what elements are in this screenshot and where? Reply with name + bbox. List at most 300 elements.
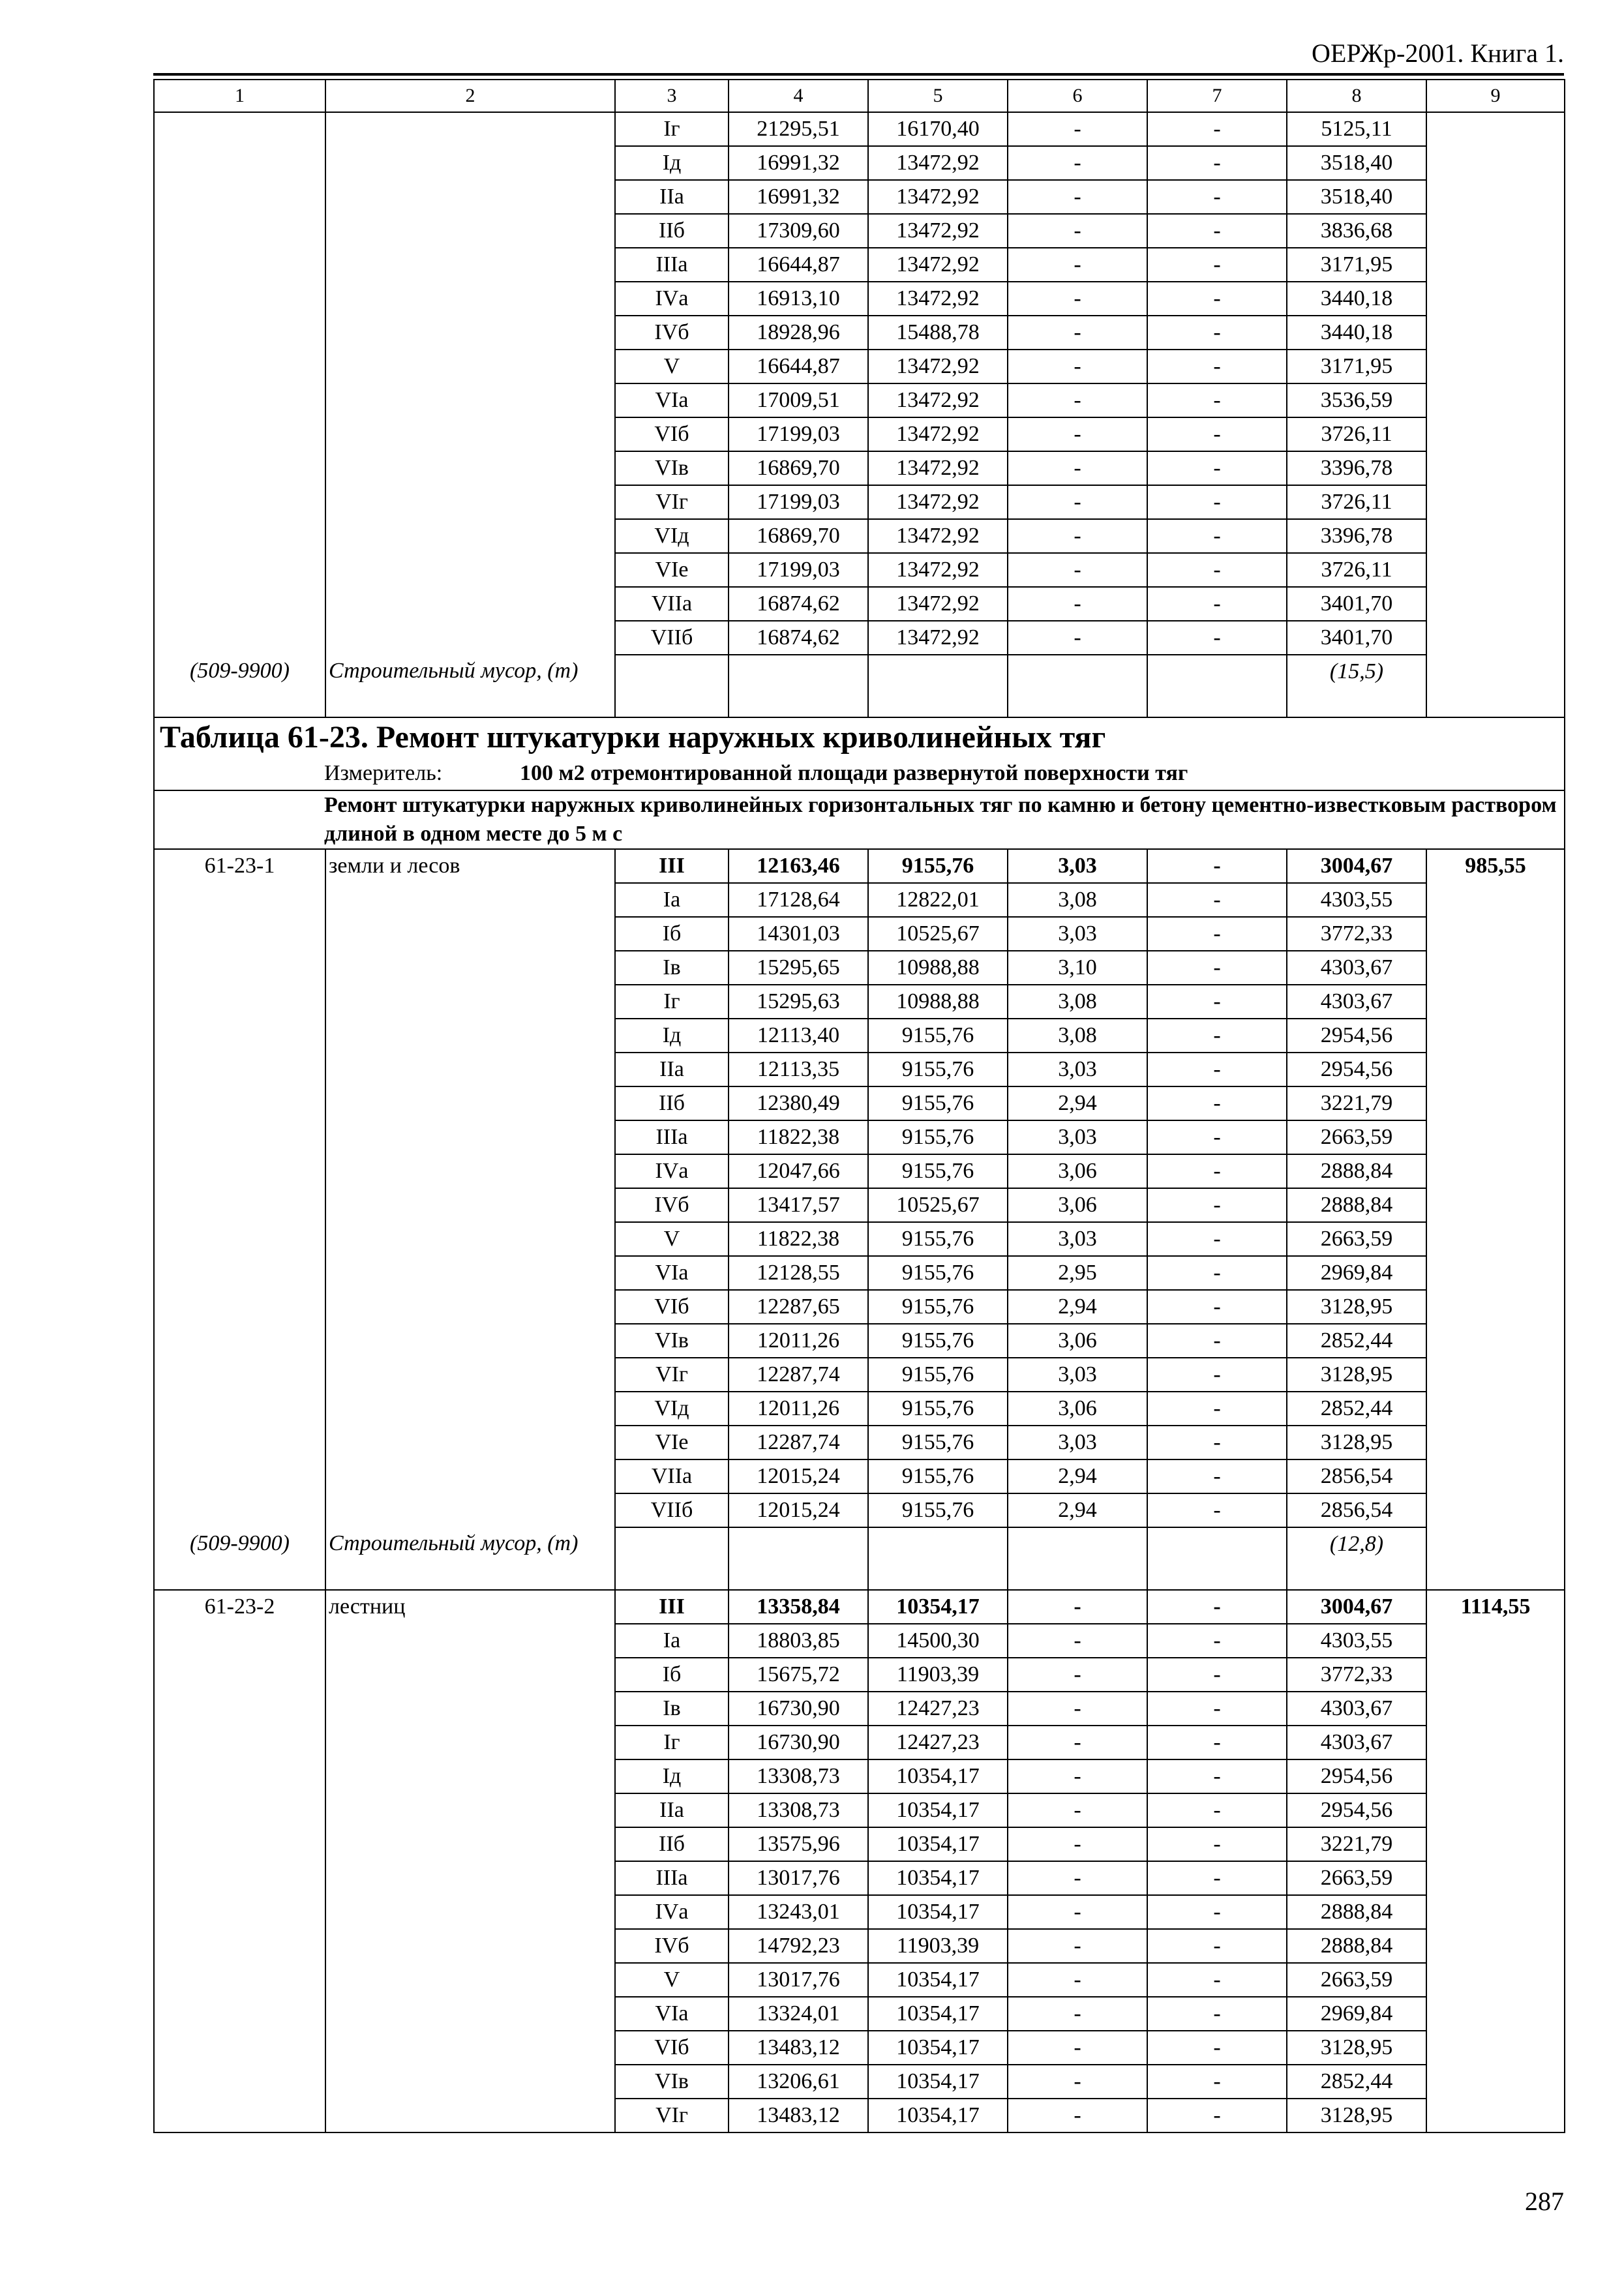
total-cost-cell: 13483,12 [729,2099,868,2132]
zone-cell: IVб [615,1929,729,1963]
table-row [154,1392,1565,1426]
total-cost-cell: 16874,62 [729,621,868,655]
materials-cell: 4303,67 [1287,951,1426,985]
table-row [154,248,1565,282]
zone-cell: Iд [615,146,729,180]
materials-cell: 2888,84 [1287,1929,1426,1963]
machine-cell: - [1008,1759,1147,1793]
table-row [154,2031,1565,2065]
machine-cell: 3,08 [1008,1019,1147,1053]
machine-wages-cell: - [1147,316,1287,350]
total-cost-cell: 13358,84 [729,1590,868,1624]
norm-code [154,519,325,553]
zone-cell: VIв [615,1324,729,1358]
zone-cell: IIб [615,214,729,248]
table-row [154,553,1565,587]
zone-cell: IVа [615,1154,729,1188]
total-cost-cell: 15675,72 [729,1658,868,1692]
machine-cell: 2,94 [1008,1086,1147,1120]
total-cost-cell: 18803,85 [729,1624,868,1658]
total-cost-cell: 16869,70 [729,451,868,485]
zone-cell: IIIа [615,1120,729,1154]
machine-wages-cell: - [1147,1963,1287,1997]
wages-cell: 15488,78 [868,316,1008,350]
wages-cell: 9155,76 [868,1256,1008,1290]
total-cost-cell: 17199,03 [729,553,868,587]
materials-cell: 2852,44 [1287,1392,1426,1426]
table-row [154,2099,1565,2132]
labor-cost [1426,1392,1565,1426]
labor-cost [1426,417,1565,451]
machine-wages-cell: - [1147,1624,1287,1658]
work-name [325,1188,615,1222]
labor-cost [1426,1358,1565,1392]
materials-cell: 4303,67 [1287,1726,1426,1759]
machine-cell: 3,06 [1008,1188,1147,1222]
materials-cell: 3396,78 [1287,519,1426,553]
materials-cell: 4303,55 [1287,883,1426,917]
machine-cell: 3,03 [1008,1120,1147,1154]
zone-cell: IVб [615,316,729,350]
machine-cell: - [1008,112,1147,146]
table-row [154,1493,1565,1527]
materials-cell: 4303,67 [1287,1692,1426,1726]
machine-cell: - [1008,485,1147,519]
labor-cost [1426,112,1565,146]
work-name [325,553,615,587]
materials-cell: 3401,70 [1287,587,1426,621]
machine-cell: - [1008,1590,1147,1624]
machine-wages-cell: - [1147,985,1287,1019]
measure-row [154,757,1565,790]
labor-cost [1426,1154,1565,1188]
labor-cost [1426,1493,1565,1527]
materials-cell: 3221,79 [1287,1827,1426,1861]
norm-code [154,1358,325,1392]
machine-wages-cell: - [1147,282,1287,316]
total-cost-cell: 16913,10 [729,282,868,316]
labor-cost [1426,1895,1565,1929]
debris-row [154,655,1565,717]
work-name [325,1392,615,1426]
wages-cell: 10354,17 [868,2065,1008,2099]
labor-cost [1426,1019,1565,1053]
zone-cell: VIа [615,1256,729,1290]
wages-cell: 10525,67 [868,917,1008,951]
header-rule [153,73,1564,76]
zone-cell: VIг [615,485,729,519]
empty-cell [1147,1527,1287,1590]
zone-cell: IVа [615,1895,729,1929]
zone-cell: VIд [615,519,729,553]
work-name [325,1929,615,1963]
materials-cell: 2888,84 [1287,1154,1426,1188]
work-name [325,112,615,146]
work-name [325,621,615,655]
machine-cell: - [1008,1726,1147,1759]
machine-cell: - [1008,417,1147,451]
table-row [154,1459,1565,1493]
wages-cell: 14500,30 [868,1624,1008,1658]
zone-cell: VIIа [615,587,729,621]
labor-cost [1426,214,1565,248]
machine-wages-cell: - [1147,1895,1287,1929]
empty-cell [1147,655,1287,717]
zone-cell: Iв [615,951,729,985]
zone-cell: Iд [615,1759,729,1793]
machine-wages-cell: - [1147,180,1287,214]
norm-code [154,1188,325,1222]
work-name [325,1324,615,1358]
materials-cell: 3171,95 [1287,248,1426,282]
table-row [154,214,1565,248]
debris-name: Строительный мусор, (т) [325,655,615,717]
total-cost-cell: 16730,90 [729,1726,868,1759]
labor-cost [1426,350,1565,383]
machine-wages-cell: - [1147,1222,1287,1256]
materials-cell: 3536,59 [1287,383,1426,417]
materials-cell: 2663,59 [1287,1861,1426,1895]
norm-code [154,451,325,485]
machine-wages-cell: - [1147,1154,1287,1188]
empty-cell [1426,1527,1565,1590]
table-row [154,621,1565,655]
machine-wages-cell: - [1147,1929,1287,1963]
wages-cell: 10988,88 [868,951,1008,985]
labor-cost [1426,1222,1565,1256]
norm-code [154,1392,325,1426]
debris-row [154,1527,1565,1590]
total-cost-cell: 17309,60 [729,214,868,248]
work-name [325,1120,615,1154]
materials-cell: 3396,78 [1287,451,1426,485]
machine-wages-cell: - [1147,849,1287,883]
work-name [325,1793,615,1827]
wages-cell: 16170,40 [868,112,1008,146]
norm-code [154,1658,325,1692]
table-row [154,316,1565,350]
table-row [154,1658,1565,1692]
materials-cell: 3128,95 [1287,1290,1426,1324]
column-number: 9 [1426,80,1565,112]
norm-code [154,1493,325,1527]
labor-cost [1426,1726,1565,1759]
machine-cell: - [1008,282,1147,316]
labor-cost [1426,1827,1565,1861]
table-row [154,1358,1565,1392]
norm-code [154,146,325,180]
total-cost-cell: 12015,24 [729,1459,868,1493]
machine-cell: 3,03 [1008,1358,1147,1392]
table-row [154,417,1565,451]
machine-wages-cell: - [1147,350,1287,383]
work-name [325,1493,615,1527]
machine-cell: - [1008,587,1147,621]
materials-cell: 2954,56 [1287,1053,1426,1086]
machine-wages-cell: - [1147,1053,1287,1086]
machine-cell: 3,10 [1008,951,1147,985]
labor-cost [1426,1658,1565,1692]
machine-cell: 2,94 [1008,1290,1147,1324]
wages-cell: 10354,17 [868,1963,1008,1997]
table-row [154,1827,1565,1861]
machine-wages-cell: - [1147,1426,1287,1459]
norm-code [154,1459,325,1493]
materials-cell: 3726,11 [1287,485,1426,519]
wages-cell: 10354,17 [868,1590,1008,1624]
machine-cell: - [1008,383,1147,417]
total-cost-cell: 12163,46 [729,849,868,883]
norm-code [154,1963,325,1997]
table-row [154,1590,1565,1624]
work-name [325,883,615,917]
total-cost-cell: 12380,49 [729,1086,868,1120]
debris-name: Строительный мусор, (т) [325,1527,615,1590]
wages-cell: 13472,92 [868,621,1008,655]
wages-cell: 13472,92 [868,519,1008,553]
debris-value: (12,8) [1287,1527,1426,1590]
zone-cell: IIб [615,1086,729,1120]
table-row [154,1019,1565,1053]
labor-cost [1426,621,1565,655]
table-row [154,1222,1565,1256]
materials-cell: 2663,59 [1287,1120,1426,1154]
norm-code [154,1324,325,1358]
table-row [154,587,1565,621]
materials-cell: 3004,67 [1287,1590,1426,1624]
wages-cell: 10354,17 [868,1997,1008,2031]
empty-cell [1008,1527,1147,1590]
labor-cost [1426,2099,1565,2132]
norm-code [154,1256,325,1290]
machine-cell: - [1008,2065,1147,2099]
norm-code [154,112,325,146]
total-cost-cell: 12047,66 [729,1154,868,1188]
machine-wages-cell: - [1147,214,1287,248]
table-row [154,985,1565,1019]
labor-cost [1426,316,1565,350]
total-cost-cell: 13417,57 [729,1188,868,1222]
wages-cell: 9155,76 [868,1392,1008,1426]
machine-cell: - [1008,621,1147,655]
zone-cell: VIа [615,1997,729,2031]
labor-cost [1426,1861,1565,1895]
table-row [154,1692,1565,1726]
wages-cell: 13472,92 [868,383,1008,417]
total-cost-cell: 17128,64 [729,883,868,917]
norm-code [154,248,325,282]
labor-cost [1426,1624,1565,1658]
labor-cost [1426,1120,1565,1154]
machine-wages-cell: - [1147,1793,1287,1827]
materials-cell: 2954,56 [1287,1019,1426,1053]
materials-cell: 3128,95 [1287,1426,1426,1459]
table-row [154,849,1565,883]
norm-code [154,1019,325,1053]
total-cost-cell: 12113,35 [729,1053,868,1086]
total-cost-cell: 15295,65 [729,951,868,985]
norm-code [154,350,325,383]
work-name [325,1692,615,1726]
table-row [154,1324,1565,1358]
wages-cell: 9155,76 [868,1324,1008,1358]
wages-cell: 10525,67 [868,1188,1008,1222]
labor-cost: 985,55 [1426,849,1565,883]
labor-cost [1426,1963,1565,1997]
column-number: 4 [729,80,868,112]
labor-cost [1426,1793,1565,1827]
materials-cell: 3726,11 [1287,553,1426,587]
zone-cell: IVб [615,1188,729,1222]
norm-code [154,621,325,655]
debris-code: (509-9900) [154,1527,325,1590]
materials-cell: 2969,84 [1287,1997,1426,2031]
total-cost-cell: 12287,65 [729,1290,868,1324]
materials-cell: 3221,79 [1287,1086,1426,1120]
wages-cell: 9155,76 [868,1120,1008,1154]
machine-cell: - [1008,1827,1147,1861]
work-name [325,2099,615,2132]
zone-cell: Iв [615,1692,729,1726]
machine-cell: 3,06 [1008,1154,1147,1188]
machine-wages-cell: - [1147,621,1287,655]
machine-cell: - [1008,146,1147,180]
zone-cell: Iг [615,985,729,1019]
wages-cell: 9155,76 [868,1290,1008,1324]
total-cost-cell: 16869,70 [729,519,868,553]
column-number-row [154,80,1565,112]
empty-cell [729,1527,868,1590]
norm-code [154,383,325,417]
zone-cell: V [615,1963,729,1997]
materials-cell: 2954,56 [1287,1759,1426,1793]
table-row [154,451,1565,485]
work-name [325,146,615,180]
norm-code [154,1692,325,1726]
zone-cell: VIа [615,383,729,417]
machine-cell: - [1008,451,1147,485]
zone-cell: VIб [615,1290,729,1324]
total-cost-cell: 13308,73 [729,1759,868,1793]
wages-cell: 13472,92 [868,553,1008,587]
wages-cell: 10354,17 [868,2031,1008,2065]
machine-cell: - [1008,1929,1147,1963]
labor-cost [1426,1929,1565,1963]
work-name [325,316,615,350]
machine-wages-cell: - [1147,1692,1287,1726]
machine-wages-cell: - [1147,146,1287,180]
wages-cell: 13472,92 [868,451,1008,485]
empty-cell [1008,655,1147,717]
table-row [154,1086,1565,1120]
machine-cell: 3,03 [1008,917,1147,951]
machine-wages-cell: - [1147,1459,1287,1493]
total-cost-cell: 14792,23 [729,1929,868,1963]
total-cost-cell: 13206,61 [729,2065,868,2099]
empty-cell [729,655,868,717]
wages-cell: 9155,76 [868,849,1008,883]
table-row [154,2065,1565,2099]
machine-wages-cell: - [1147,587,1287,621]
machine-wages-cell: - [1147,1493,1287,1527]
wages-cell: 9155,76 [868,1154,1008,1188]
debris-value: (15,5) [1287,655,1426,717]
materials-cell: 2663,59 [1287,1222,1426,1256]
machine-wages-cell: - [1147,1726,1287,1759]
labor-cost [1426,1188,1565,1222]
materials-cell: 5125,11 [1287,112,1426,146]
wages-cell: 13472,92 [868,180,1008,214]
work-name [325,248,615,282]
zone-cell: III [615,849,729,883]
table-row [154,1426,1565,1459]
table-row [154,1861,1565,1895]
norm-code [154,1086,325,1120]
materials-cell: 2888,84 [1287,1895,1426,1929]
machine-wages-cell: - [1147,1290,1287,1324]
norm-code [154,2099,325,2132]
total-cost-cell: 16991,32 [729,146,868,180]
materials-cell: 3772,33 [1287,1658,1426,1692]
work-name [325,282,615,316]
work-name [325,1053,615,1086]
machine-cell: - [1008,1624,1147,1658]
labor-cost [1426,1459,1565,1493]
work-name [325,1086,615,1120]
materials-cell: 3004,67 [1287,849,1426,883]
machine-wages-cell: - [1147,951,1287,985]
table-row [154,1895,1565,1929]
work-description-row [154,790,1565,849]
machine-wages-cell: - [1147,2065,1287,2099]
materials-cell: 4303,55 [1287,1624,1426,1658]
work-name [325,485,615,519]
wages-cell: 13472,92 [868,350,1008,383]
zone-cell: Iг [615,1726,729,1759]
norm-code [154,951,325,985]
labor-cost [1426,485,1565,519]
machine-wages-cell: - [1147,1590,1287,1624]
machine-cell: - [1008,1793,1147,1827]
total-cost-cell: 12287,74 [729,1358,868,1392]
total-cost-cell: 18928,96 [729,316,868,350]
measure-cell [154,757,1565,790]
machine-wages-cell: - [1147,1358,1287,1392]
zone-cell: III [615,1590,729,1624]
zone-cell: IIIа [615,1861,729,1895]
total-cost-cell: 16644,87 [729,248,868,282]
materials-cell: 3440,18 [1287,316,1426,350]
work-name [325,1997,615,2031]
labor-cost [1426,1290,1565,1324]
machine-cell: 3,08 [1008,883,1147,917]
machine-wages-cell: - [1147,451,1287,485]
work-name [325,180,615,214]
work-name: лестниц [325,1590,615,1624]
wages-cell: 10354,17 [868,2099,1008,2132]
running-head: ОЕРЖр-2001. Книга 1. [1312,38,1564,68]
materials-cell: 2888,84 [1287,1188,1426,1222]
wages-cell: 11903,39 [868,1929,1008,1963]
machine-wages-cell: - [1147,1658,1287,1692]
table-row [154,282,1565,316]
work-name [325,1895,615,1929]
work-name [325,1658,615,1692]
norm-code [154,1120,325,1154]
work-name [325,1827,615,1861]
zone-cell: VIIб [615,621,729,655]
wages-cell: 11903,39 [868,1658,1008,1692]
